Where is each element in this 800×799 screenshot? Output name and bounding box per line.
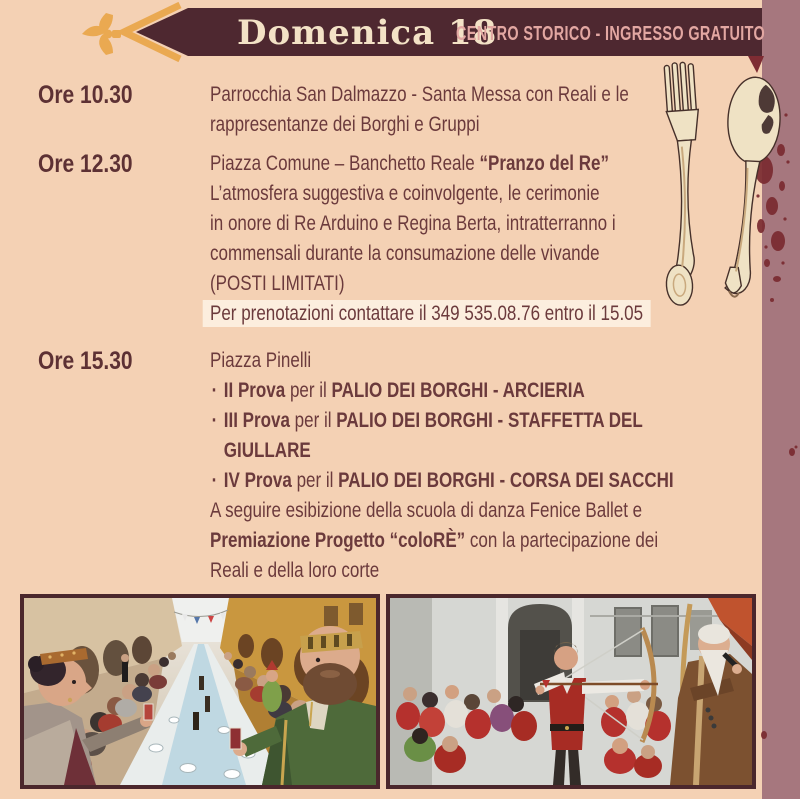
venue-line: Piazza Pinelli bbox=[210, 349, 312, 372]
venue-line: Piazza Comune – Banchetto Reale “Pranzo del Re” bbox=[210, 152, 609, 175]
bullet-dot: · bbox=[211, 409, 218, 432]
bullet-dot: · bbox=[211, 379, 218, 402]
schedule-line: (POSTI LIMITATI) bbox=[210, 272, 345, 295]
bullet-dot: · bbox=[211, 469, 218, 492]
booking-note-highlight: Per prenotazioni contattare il 349 535.08.76 entro il 15.05 bbox=[203, 300, 651, 327]
time-label-1030: Ore 10.30 bbox=[38, 81, 133, 109]
schedule-line: rappresentanze dei Borghi e Gruppi bbox=[210, 113, 480, 136]
spoon-icon bbox=[719, 76, 782, 299]
bullet-item: · II Prova per il PALIO DEI BORGHI - ARCIERIA bbox=[210, 376, 745, 406]
royal-banquet-street-photo bbox=[20, 594, 380, 789]
fork-icon bbox=[651, 62, 712, 306]
bullet-item: · III Prova per il PALIO DEI BORGHI - STAFFETTA DEL GIULLARE bbox=[210, 406, 745, 466]
schedule-line: Parrocchia San Dalmazzo - Santa Messa con Reali e le bbox=[210, 83, 629, 106]
closing-line: Premiazione Progetto “coloRÈ” con la partecipazione dei bbox=[210, 529, 659, 552]
event-1530 bbox=[210, 346, 745, 586]
schedule-line: in onore di Re Arduino e Regina Berta, intratterranno i bbox=[210, 212, 616, 235]
schedule-line: commensali durante la consumazione delle vivande bbox=[210, 242, 600, 265]
closing-line: Reali e della loro corte bbox=[210, 559, 380, 582]
time-label-1230: Ore 12.30 bbox=[38, 150, 133, 178]
schedule-line: L’atmosfera suggestiva e coinvolgente, le cerimonie bbox=[210, 182, 600, 205]
closing-line: A seguire esibizione della scuola di danza Fenice Ballet e bbox=[210, 499, 643, 522]
banner-title: Domenica 18 bbox=[237, 13, 498, 53]
time-label-1530: Ore 15.30 bbox=[38, 347, 133, 375]
banner-subtitle: CENTRO STORICO - INGRESSO GRATUITO bbox=[456, 23, 766, 45]
event-name-bold: “Pranzo del Re” bbox=[479, 152, 609, 175]
bullet-item: · IV Prova per il PALIO DEI BORGHI - CORSA DEI SACCHI bbox=[210, 466, 745, 496]
archery-contest-photo bbox=[386, 594, 756, 789]
fleur-icon bbox=[82, 13, 121, 55]
cutlery-decoration bbox=[648, 56, 798, 318]
